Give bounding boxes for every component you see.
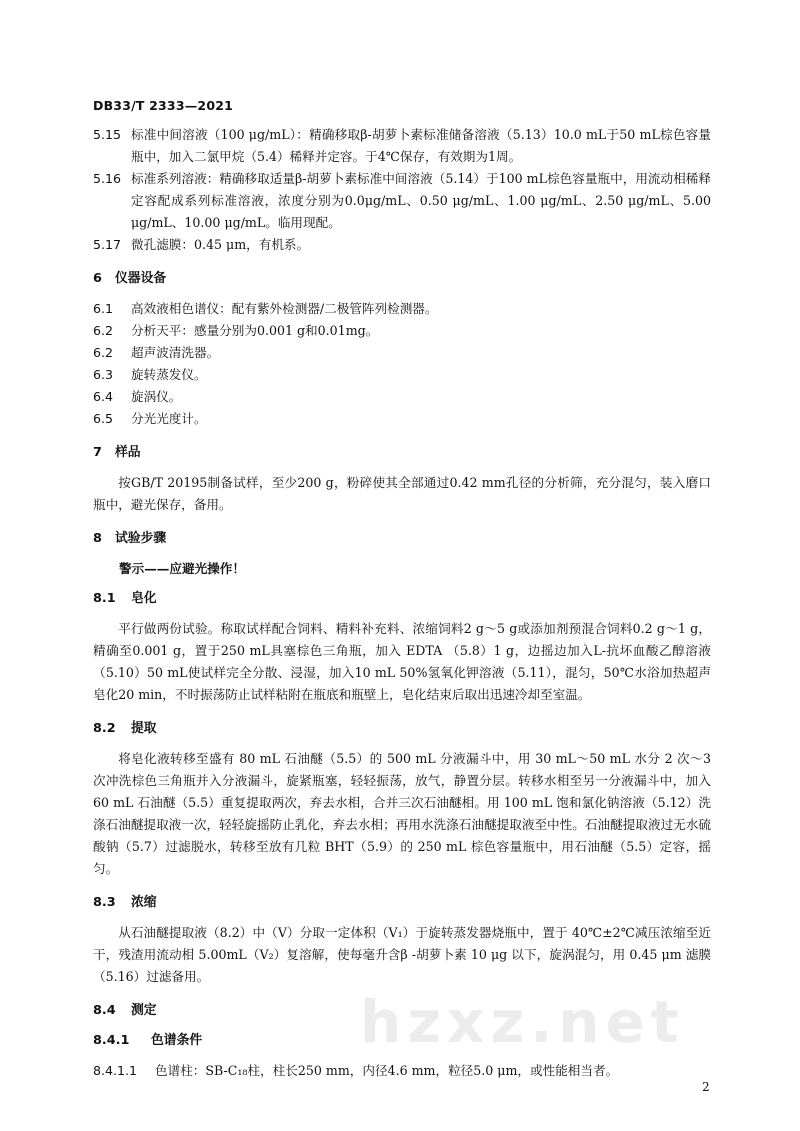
item-6-5 bbox=[93, 408, 711, 430]
item-text: 超声波清洗器。 bbox=[131, 345, 220, 360]
document-body bbox=[93, 124, 711, 1082]
light-avoidance-warning: 警示——应避光操作！ bbox=[119, 561, 245, 576]
item-number: 6.1 bbox=[93, 301, 114, 316]
item-text: 分析天平：感量分别为0.001 g和0.01mg。 bbox=[131, 323, 379, 338]
section-number: 8.3 bbox=[93, 895, 116, 910]
item-6-2b bbox=[93, 342, 711, 364]
item-text: 标准系列溶液：精确移取适量β-胡萝卜素标准中间溶液（5.14）于100 mL棕色容量瓶中，用流动相稀释定容配成系列标准溶液，浓度分别为0.0μg/mL、0.50 μg/mL、1.00 μg/mL、2.50 μg/mL、5.00 μg/mL、10.00 μg/mL。临用现配。 bbox=[131, 171, 711, 230]
page-number: 2 bbox=[702, 1080, 710, 1094]
section-6-heading bbox=[93, 268, 711, 290]
item-number: 5.15 bbox=[93, 127, 122, 142]
section-number: 8.1 bbox=[93, 591, 116, 606]
item-number: 5.16 bbox=[93, 171, 122, 186]
item-6-3 bbox=[93, 364, 711, 386]
section-number: 6 bbox=[93, 271, 102, 286]
item-text: 旋转蒸发仪。 bbox=[131, 367, 207, 382]
item-text: 高效液相色谱仪：配有紫外检测器/二极管阵列检测器。 bbox=[131, 301, 438, 316]
section-title: 浓缩 bbox=[131, 895, 157, 910]
section-8-3-heading bbox=[93, 892, 711, 914]
section-8-4-heading bbox=[93, 1000, 711, 1022]
item-6-2 bbox=[93, 320, 711, 342]
item-number: 5.17 bbox=[93, 237, 122, 252]
item-number: 6.5 bbox=[93, 411, 114, 426]
section-title: 试验步骤 bbox=[115, 531, 167, 546]
section-7-heading bbox=[93, 442, 711, 464]
item-5-17 bbox=[93, 234, 711, 256]
item-5-15 bbox=[93, 124, 711, 168]
item-number: 6.2 bbox=[93, 323, 114, 338]
item-text: 分光光度计。 bbox=[131, 411, 207, 426]
section-number: 7 bbox=[93, 445, 102, 460]
section-number: 8 bbox=[93, 531, 102, 546]
section-8-2-heading bbox=[93, 718, 711, 740]
item-text: 微孔滤膜：0.45 μm，有机系。 bbox=[131, 237, 310, 252]
section-title: 样品 bbox=[115, 445, 141, 460]
item-number: 6.3 bbox=[93, 367, 114, 382]
section-8-4-1-heading bbox=[93, 1030, 711, 1052]
section-number: 8.4.1 bbox=[93, 1033, 130, 1048]
item-6-4 bbox=[93, 386, 711, 408]
item-number: 6.4 bbox=[93, 389, 114, 404]
section-title: 测定 bbox=[131, 1003, 157, 1018]
item-text: 标准中间溶液（100 μg/mL）：精确移取β-胡萝卜素标准储备溶液（5.13）10.0 mL于50 mL棕色容量瓶中，加入二氯甲烷（5.4）稀释并定容。于4℃保存，有效期为1周。 bbox=[131, 127, 711, 164]
item-8-4-1-1 bbox=[93, 1060, 711, 1082]
item-6-1 bbox=[93, 298, 711, 320]
section-title: 皂化 bbox=[131, 591, 157, 606]
section-number: 8.4 bbox=[93, 1003, 116, 1018]
section-8-heading bbox=[93, 528, 711, 550]
item-number: 8.4.1.1 bbox=[93, 1063, 138, 1078]
section-title: 提取 bbox=[131, 721, 157, 736]
item-text: 旋涡仪。 bbox=[131, 389, 182, 404]
section-8-1-paragraph: 平行做两份试验。称取试样配合饲料、精料补充料、浓缩饲料2 g～5 g或添加剂预混合饲料0.2 g～1 g，精确至0.001 g，置于250 mL具塞棕色三角瓶，加入 EDTA （5.8）1 g，边摇边加入L-抗坏血酸乙醇溶液（5.10）50 mL使试样完全分散、浸湿，加入10 mL 50%氢氧化钾溶液（5.11），混匀，50℃水浴加热超声皂化20 min，不时振荡防止试样粘附在瓶底和瓶壁上，皂化结束后取出迅速冷却至室温。 bbox=[93, 621, 711, 702]
section-8-3-paragraph: 从石油醚提取液（8.2）中（V）分取一定体积（V₁）于旋转蒸发器烧瓶中，置于 40℃±2℃减压浓缩至近干，残渣用流动相 5.00mL（V₂）复溶解，使每毫升含β -胡萝卜素 10 μg 以下，旋涡混匀，用 0.45 μm 滤膜（5.16）过滤备用。 bbox=[93, 925, 711, 984]
watermark: hzxz.net bbox=[360, 988, 685, 1056]
item-5-16 bbox=[93, 168, 711, 234]
section-title: 仪器设备 bbox=[115, 271, 167, 286]
section-title: 色谱条件 bbox=[151, 1033, 203, 1048]
section-7-paragraph: 按GB/T 20195制备试样，至少200 g，粉碎使其全部通过0.42 mm孔径的分析筛，充分混匀，装入磨口瓶中，避光保存，备用。 bbox=[93, 475, 711, 512]
section-8-2-paragraph: 将皂化液转移至盛有 80 mL 石油醚（5.5）的 500 mL 分液漏斗中，用 30 mL～50 mL 水分 2 次～3 次冲洗棕色三角瓶并入分液漏斗，旋紧瓶塞，轻轻振荡，放气，静置分层。转移水相至另一分液漏斗中，加入 60 mL 石油醚（5.5）重复提取两次，弃去水相，合并三次石油醚相。用 100 mL 饱和氯化钠溶液（5.12）洗涤石油醚提取液一次，轻轻旋摇防止乳化，弃去水相；再用水洗涤石油醚提取液至中性。石油醚提取液过无水硫酸钠（5.7）过滤脱水，转移至放有几粒 BHT（5.9）的 250 mL 棕色容量瓶中，用石油醚（5.5）定容，摇匀。 bbox=[93, 751, 711, 876]
item-number: 6.2 bbox=[93, 345, 114, 360]
section-number: 8.2 bbox=[93, 721, 116, 736]
item-text: 色谱柱：SB-C₁₈柱，柱长250 mm，内径4.6 mm，粒径5.0 μm，或性能相当者。 bbox=[155, 1063, 619, 1078]
section-8-1-heading bbox=[93, 588, 711, 610]
standard-code-header: DB33/T 2333—2021 bbox=[93, 98, 234, 113]
